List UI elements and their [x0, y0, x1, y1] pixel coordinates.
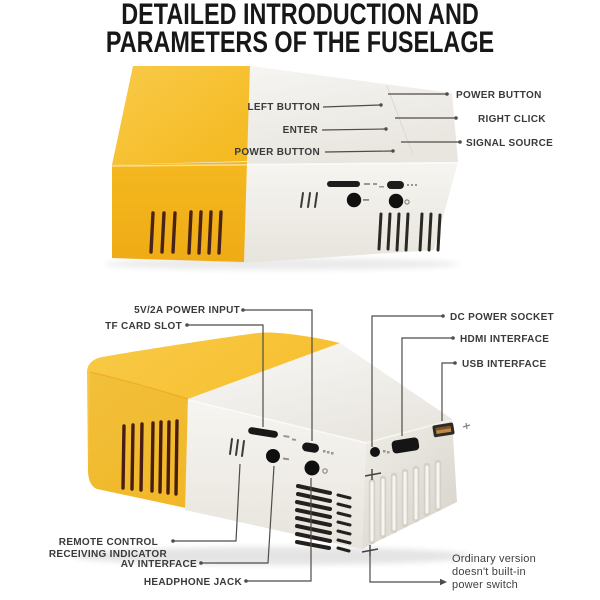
bottom-unit-illustration: [49, 305, 554, 591]
page-title-line2: PARAMETERS OF THE FUSELAGE: [105, 26, 495, 59]
bottom-unit-av-jack: [266, 449, 280, 463]
note-line1: Ordinary version: [452, 553, 536, 565]
label-power-button-right: POWER BUTTON: [456, 90, 542, 101]
label-dc-power-socket: DC POWER SOCKET: [450, 312, 554, 323]
label-power-button-left: POWER BUTTON: [234, 147, 320, 158]
label-remote-line2: RECEIVING INDICATOR: [48, 549, 167, 560]
top-unit-port-markings-usb: [407, 184, 417, 186]
label-remote-line1: REMOTE CONTROL: [58, 537, 158, 548]
top-unit-av-jack: [347, 193, 361, 207]
label-enter: ENTER: [282, 125, 318, 136]
top-unit-illustration: [104, 66, 553, 270]
top-unit-tf-card-slot: [327, 181, 360, 187]
label-signal-source: SIGNAL SOURCE: [466, 138, 554, 149]
callout-usb-interface: [442, 359, 546, 421]
label-tf-card-slot: TF CARD SLOT: [105, 321, 182, 332]
note-line3: power switch: [452, 579, 518, 591]
bottom-unit-headphone-jack: [305, 461, 320, 476]
page-title-line1: DETAILED INTRODUCTION AND: [121, 0, 479, 31]
label-power-input: 5V/2A POWER INPUT: [134, 305, 240, 316]
label-left-button: LEFT BUTTON: [247, 102, 320, 113]
label-av-interface: AV INTERFACE: [120, 559, 197, 570]
label-headphone-jack: HEADPHONE JACK: [143, 577, 242, 588]
top-unit-av-jack-mark: [363, 199, 369, 201]
label-right-click: RIGHT CLICK: [478, 114, 546, 125]
note-line2: doesn't built-in: [452, 566, 526, 578]
bottom-unit-dc-power-socket: [370, 447, 380, 457]
top-unit-front-face-yellow: [112, 162, 247, 262]
label-hdmi-interface: HDMI INTERFACE: [460, 334, 550, 345]
label-usb-interface: USB INTERFACE: [462, 359, 547, 370]
top-unit-micro-usb-port: [387, 181, 404, 189]
bottom-unit-usb-port-mark: [463, 423, 470, 429]
top-unit-dc-jack: [389, 194, 403, 208]
top-unit-top-face-yellow: [112, 66, 250, 165]
